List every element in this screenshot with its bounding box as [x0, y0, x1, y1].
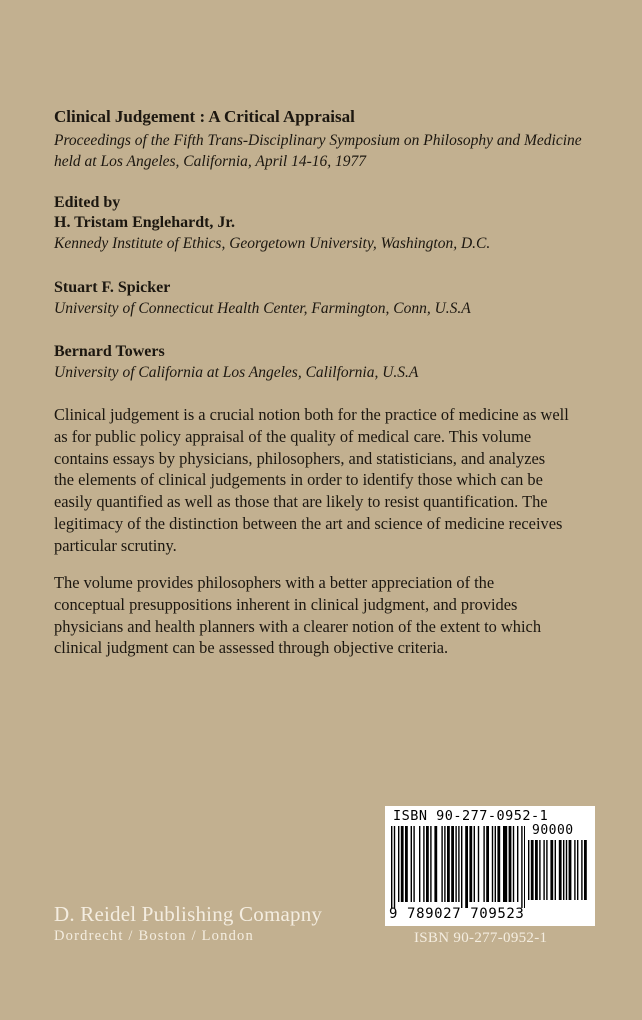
- barcode-bar: [465, 826, 468, 908]
- paragraph-line: as for public policy appraisal of the quality of medical care. This volume: [54, 426, 532, 446]
- barcode-bar: [447, 826, 450, 902]
- barcode-bar: [550, 840, 553, 900]
- barcode-bar: [503, 826, 507, 902]
- paragraph-line: contains essays by physicians, philosophers, and statisticians, and analyzes: [54, 448, 546, 468]
- barcode-bar: [531, 840, 534, 900]
- barcode-bar: [434, 826, 437, 902]
- editor-name: H. Tristam Englehardt, Jr.: [54, 214, 236, 231]
- barcode-bar: [478, 826, 479, 902]
- paragraph-line: The volume provides philosophers with a better appreciation of the: [54, 573, 495, 592]
- barcode-bar: [469, 826, 472, 902]
- barcode-bar: [451, 826, 454, 902]
- paragraph-line: legitimacy of the distinction between the art and science of medicine receives: [54, 513, 563, 533]
- editor-name: Stuart F. Spicker: [54, 279, 171, 296]
- isbn-bottom: ISBN 90-277-0952-1: [414, 930, 548, 946]
- barcode-bar: [559, 840, 562, 900]
- barcode-bar: [419, 826, 420, 902]
- barcode-bar: [528, 840, 529, 900]
- barcode-bar: [581, 840, 582, 900]
- barcode-bar: [497, 826, 500, 902]
- barcode-bar: [566, 840, 567, 900]
- barcode-bar: [411, 826, 412, 902]
- editor-name: Bernard Towers: [54, 343, 165, 360]
- barcode-bar: [555, 840, 556, 900]
- description-paragraph-2: [54, 572, 594, 659]
- barcode-bar: [398, 826, 399, 902]
- book-title: Clinical Judgement : A Critical Appraisal: [54, 107, 355, 126]
- subtitle-line-1: Proceedings of the Fifth Trans-Disciplinary Symposium on Philosophy and Medicine: [54, 132, 582, 149]
- editor-affiliation: Kennedy Institute of Ethics, Georgetown University, Washington, D.C.: [54, 235, 491, 252]
- publisher-cities: Dordrecht / Boston / London: [54, 928, 254, 944]
- subtitle-line-2: held at Los Angeles, California, April 14-16, 1977: [54, 153, 367, 170]
- editor-affiliation: University of California at Los Angeles, Calilfornia, U.S.A: [54, 364, 419, 381]
- barcode-isbn-label: ISBN 90-277-0952-1: [393, 808, 549, 824]
- barcode-bar: [483, 826, 484, 902]
- barcode-bar: [543, 840, 544, 900]
- subtitle: [54, 130, 614, 172]
- barcode-bar: [513, 826, 514, 902]
- paragraph-line: easily quantified as well as those that are likely to resist quantification. The: [54, 492, 548, 512]
- barcode-addon-digits: 90000: [532, 823, 574, 838]
- barcode-bar: [401, 826, 404, 902]
- barcode-bar: [394, 826, 395, 908]
- barcode-bar: [521, 826, 522, 908]
- barcode-bar: [563, 840, 564, 900]
- barcode-bar: [413, 826, 414, 902]
- barcode-addon-bars: [528, 840, 588, 906]
- barcode-bar: [492, 826, 493, 902]
- barcode-bar: [391, 826, 392, 908]
- editor-2: [54, 277, 594, 319]
- barcode-ean-digits: 9 789027 709523: [389, 906, 525, 922]
- paragraph-line: physicians and health planners with a clearer notion of the extent to which: [54, 616, 542, 636]
- description-paragraph-1: [54, 404, 594, 557]
- barcode-bar: [574, 840, 575, 900]
- barcode-bar: [441, 826, 442, 902]
- paragraph-line: conceptual presuppositions inherent in clinical judgment, and provides: [54, 594, 518, 614]
- barcode-bar: [458, 826, 459, 902]
- editor-affiliation: University of Connecticut Health Center, Farmington, Conn, U.S.A: [54, 300, 471, 317]
- barcode-bar: [577, 840, 578, 900]
- edited-by-label: Edited by: [54, 194, 121, 211]
- barcode-bar: [509, 826, 512, 902]
- paragraph-line: particular scrutiny.: [54, 535, 177, 555]
- barcode: [385, 806, 595, 926]
- editor-3: [54, 341, 594, 383]
- barcode-bar: [423, 826, 424, 902]
- barcode-bar: [455, 826, 456, 902]
- paragraph-line: clinical judgment can be assessed through objective criteria.: [54, 638, 449, 658]
- paragraph-line: Clinical judgement is a crucial notion both for the practice of medicine as well: [54, 405, 569, 424]
- barcode-bar: [569, 840, 572, 900]
- publisher-name: D. Reidel Publishing Comapny: [54, 902, 323, 926]
- barcode-bar: [535, 840, 538, 900]
- paragraph-line: the elements of clinical judgements in order to identify those which can be: [54, 470, 543, 490]
- barcode-main-bars: [391, 826, 525, 908]
- barcode-bar: [486, 826, 489, 902]
- barcode-bar: [524, 826, 525, 908]
- barcode-bar: [539, 840, 540, 900]
- barcode-bar: [405, 826, 408, 902]
- barcode-bar: [430, 826, 431, 902]
- barcode-bar: [444, 826, 445, 902]
- barcode-bar: [495, 826, 496, 902]
- barcode-bar: [517, 826, 518, 902]
- barcode-bar: [546, 840, 547, 900]
- barcode-bar: [474, 826, 475, 902]
- barcode-bar: [461, 826, 462, 908]
- barcode-bar: [584, 840, 587, 900]
- editor-1: [54, 212, 594, 254]
- barcode-bar: [426, 826, 429, 902]
